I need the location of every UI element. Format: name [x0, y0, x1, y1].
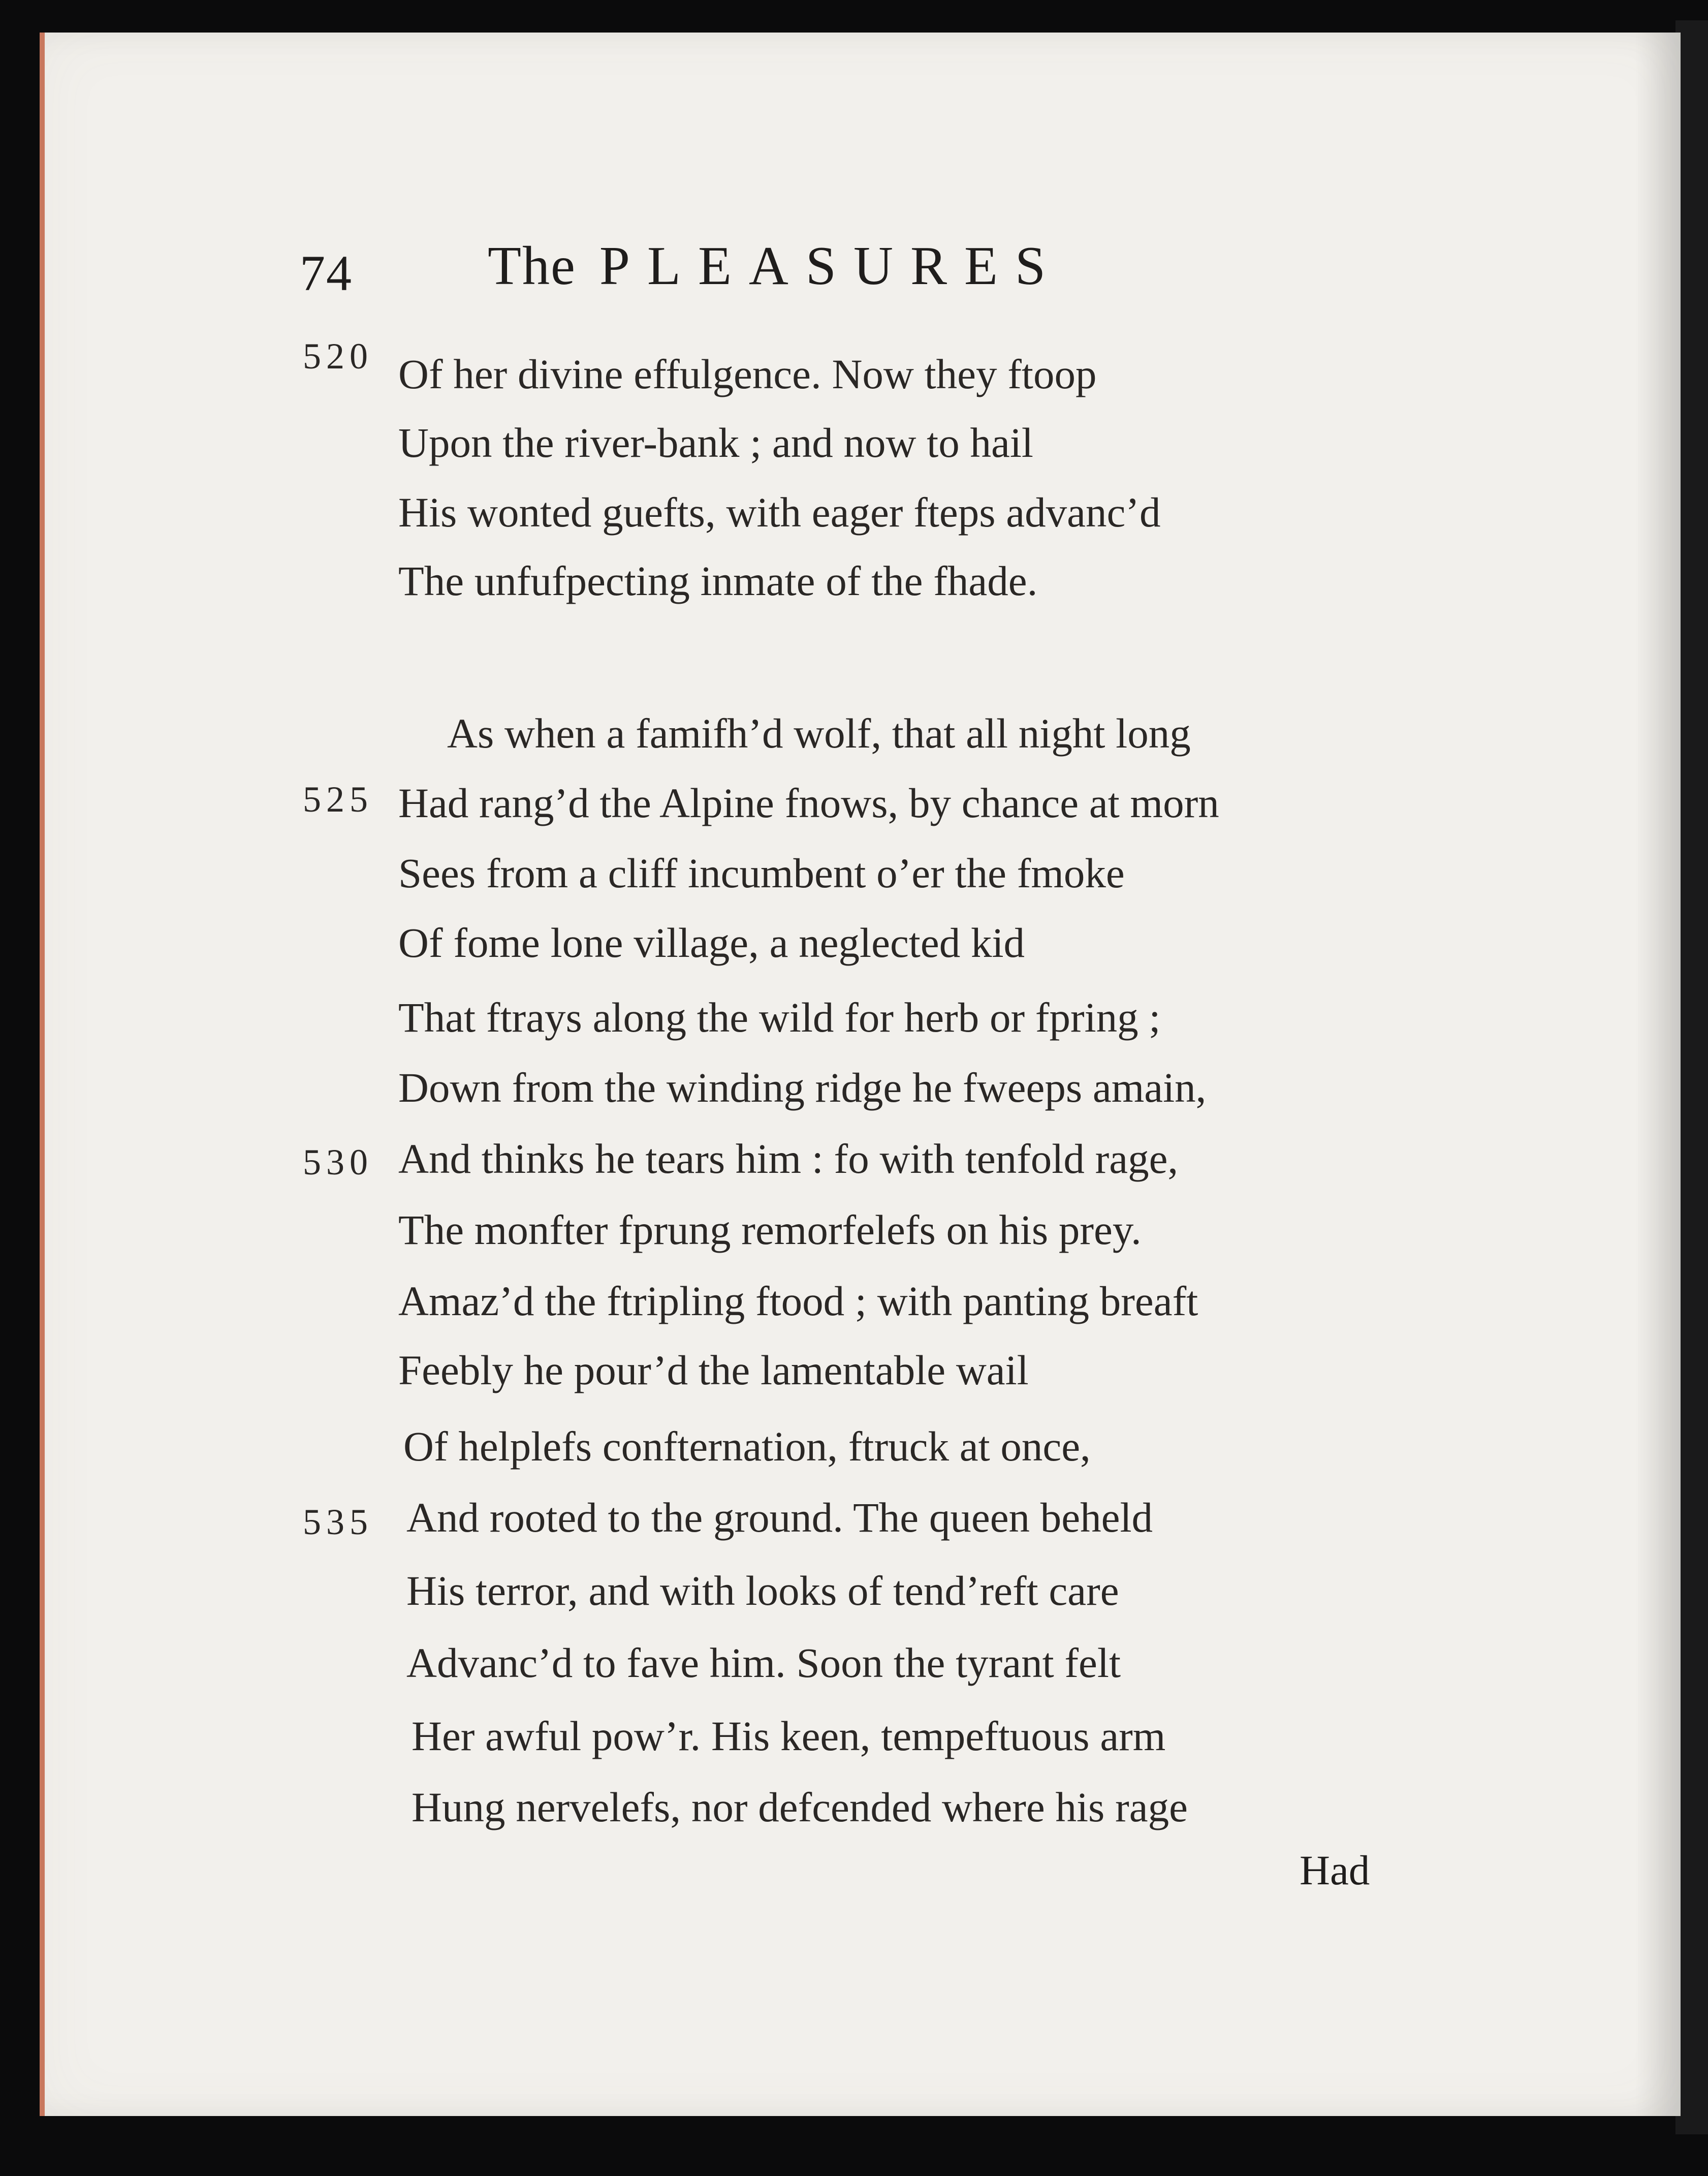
verse-line: His terror, and with looks of tend’reft care	[406, 1567, 1119, 1614]
catchword: Had	[1300, 1847, 1370, 1893]
verse-line: Hung nervelefs, nor defcended where his rage	[412, 1784, 1188, 1830]
verse-line: Amaz’d the ftripling ftood ; with panting breaft	[398, 1278, 1198, 1324]
running-title	[488, 235, 1063, 298]
page-number: 74	[300, 245, 353, 301]
verse-line: His wonted guefts, with eager fteps advanc’d	[398, 489, 1161, 536]
verse-line: Down from the winding ridge he fweeps amain,	[398, 1064, 1207, 1111]
verse-line: Feebly he pour’d the lamentable wail	[398, 1347, 1029, 1393]
running-title-word: The	[488, 236, 576, 296]
line-number: 525	[303, 779, 373, 820]
verse-line: And rooted to the ground. The queen beheld	[406, 1494, 1153, 1541]
verse-line: The unfufpecting inmate of the fhade.	[398, 557, 1038, 604]
line-number: 520	[303, 336, 373, 377]
verse-line-indented: As when a famifh’d wolf, that all night long	[447, 710, 1191, 757]
verse-line: The monfter fprung remorfelefs on his prey.	[398, 1206, 1142, 1253]
line-number: 535	[303, 1502, 373, 1542]
spine-shadow	[1635, 33, 1681, 2116]
verse-line: Had rang’d the Alpine fnows, by chance at morn	[398, 780, 1219, 826]
verse-line: Upon the river-bank ; and now to hail	[398, 419, 1033, 466]
line-number: 530	[303, 1142, 373, 1183]
verse-line: Of fome lone village, a neglected kid	[398, 919, 1025, 966]
verse-line: Of her divine effulgence. Now they ftoop	[398, 351, 1097, 397]
running-title-caps: PLEASURES	[599, 236, 1063, 296]
verse-line: Sees from a cliff incumbent o’er the fmoke	[398, 850, 1125, 896]
verse-line: And thinks he tears him : fo with tenfold rage,	[398, 1135, 1179, 1182]
verse-line: Her awful pow’r. His keen, tempeftuous arm	[412, 1713, 1166, 1759]
verse-line: That ftrays along the wild for herb or fpring ;	[398, 994, 1161, 1041]
verse-line: Advanc’d to fave him. Soon the tyrant felt	[406, 1639, 1121, 1686]
running-header	[300, 224, 1417, 305]
verse-line: Of helplefs confternation, ftruck at once,	[403, 1423, 1091, 1470]
